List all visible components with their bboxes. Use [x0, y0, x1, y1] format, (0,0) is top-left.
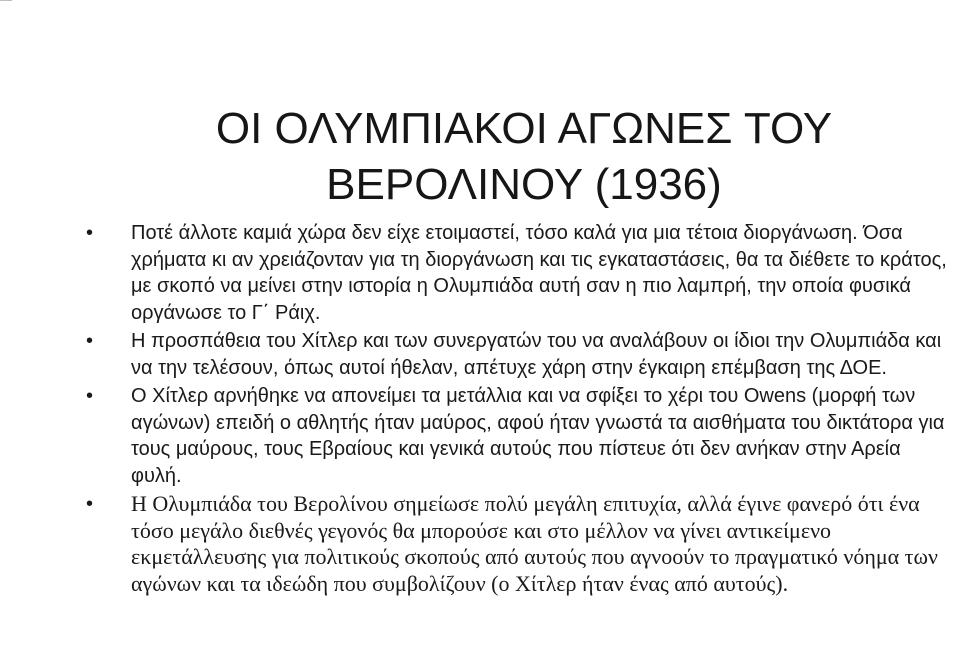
- bullet-text-3: Ο Χίτλερ αρνήθηκε να απονείμει τα μετάλλια και να σφίξει το χέρι του Owens (μορφή των αγώνων) επειδή ο αθλητής ήταν μαύρος, αφού ήταν γνωστά τα αισθήματα του δικτάτορα για τους μαύρους, τους Εβραίους και γενικά αυτούς που πίστευε ότι δεν ανήκαν στην Αρεία φυλή.: [131, 385, 945, 487]
- corner-mark: [0, 0, 12, 1]
- bullet-dot: •: [86, 493, 94, 515]
- bullet-text-2: Η προσπάθεια του Χίτλερ και των συνεργατών του να αναλάβουν οι ίδιοι την Ολυμπιάδα και να την τελέσουν, όπως αυτοί ήθελαν, απέτυχε χάρη στην έγκαιρη επέμβαση της ΔΟΕ.: [131, 330, 942, 379]
- bullet-item-4: [86, 491, 955, 597]
- bullet-list: [86, 220, 955, 599]
- bullet-dot: •: [86, 222, 94, 244]
- bullet-item-3: [86, 383, 955, 489]
- bullet-dot: •: [86, 330, 94, 352]
- bullet-item-2: [86, 328, 955, 381]
- bullet-item-1: [86, 220, 955, 326]
- bullet-text-4: Η Ολυμπιάδα του Βερολίνου σημείωσε πολύ μεγάλη επιτυχία, αλλά έγινε φανερό ότι ένα τόσο μεγάλο διεθνές γεγονός θα μπορούσε και στο μέλλον να γίνει αντικείμενο εκμετάλλευσης για πολιτικούς σκοπούς από αυτούς που αγνοούν το πραγματικό νόημα των αγώνων και τα ιδεώδη που συμβολίζουν (ο Χίτλερ ήταν ένας από αυτούς).: [131, 491, 938, 596]
- slide-title-line-2: ΒΕΡΟΛΙΝΟΥ (1936): [326, 160, 722, 210]
- bullet-text-1: Ποτέ άλλοτε καμιά χώρα δεν είχε ετοιμαστεί, τόσο καλά για μια τέτοια διοργάνωση. Όσα χρήματα κι αν χρειάζονταν για τη διοργάνωση και τις εγκαταστάσεις, θα τα διέθετε το κράτος, με σκοπό να μείνει στην ιστορία η Ολυμπιάδα αυτή σαν η πιο λαμπρή, την οποία φυσικά οργάνωσε το Γ΄ Ράιχ.: [131, 222, 947, 324]
- slide-title-line-1: ΟΙ ΟΛΥΜΠΙΑΚΟΙ ΑΓΩΝΕΣ ΤΟΥ: [215, 104, 833, 154]
- slide-title: [0, 101, 960, 213]
- bullet-dot: •: [86, 385, 94, 407]
